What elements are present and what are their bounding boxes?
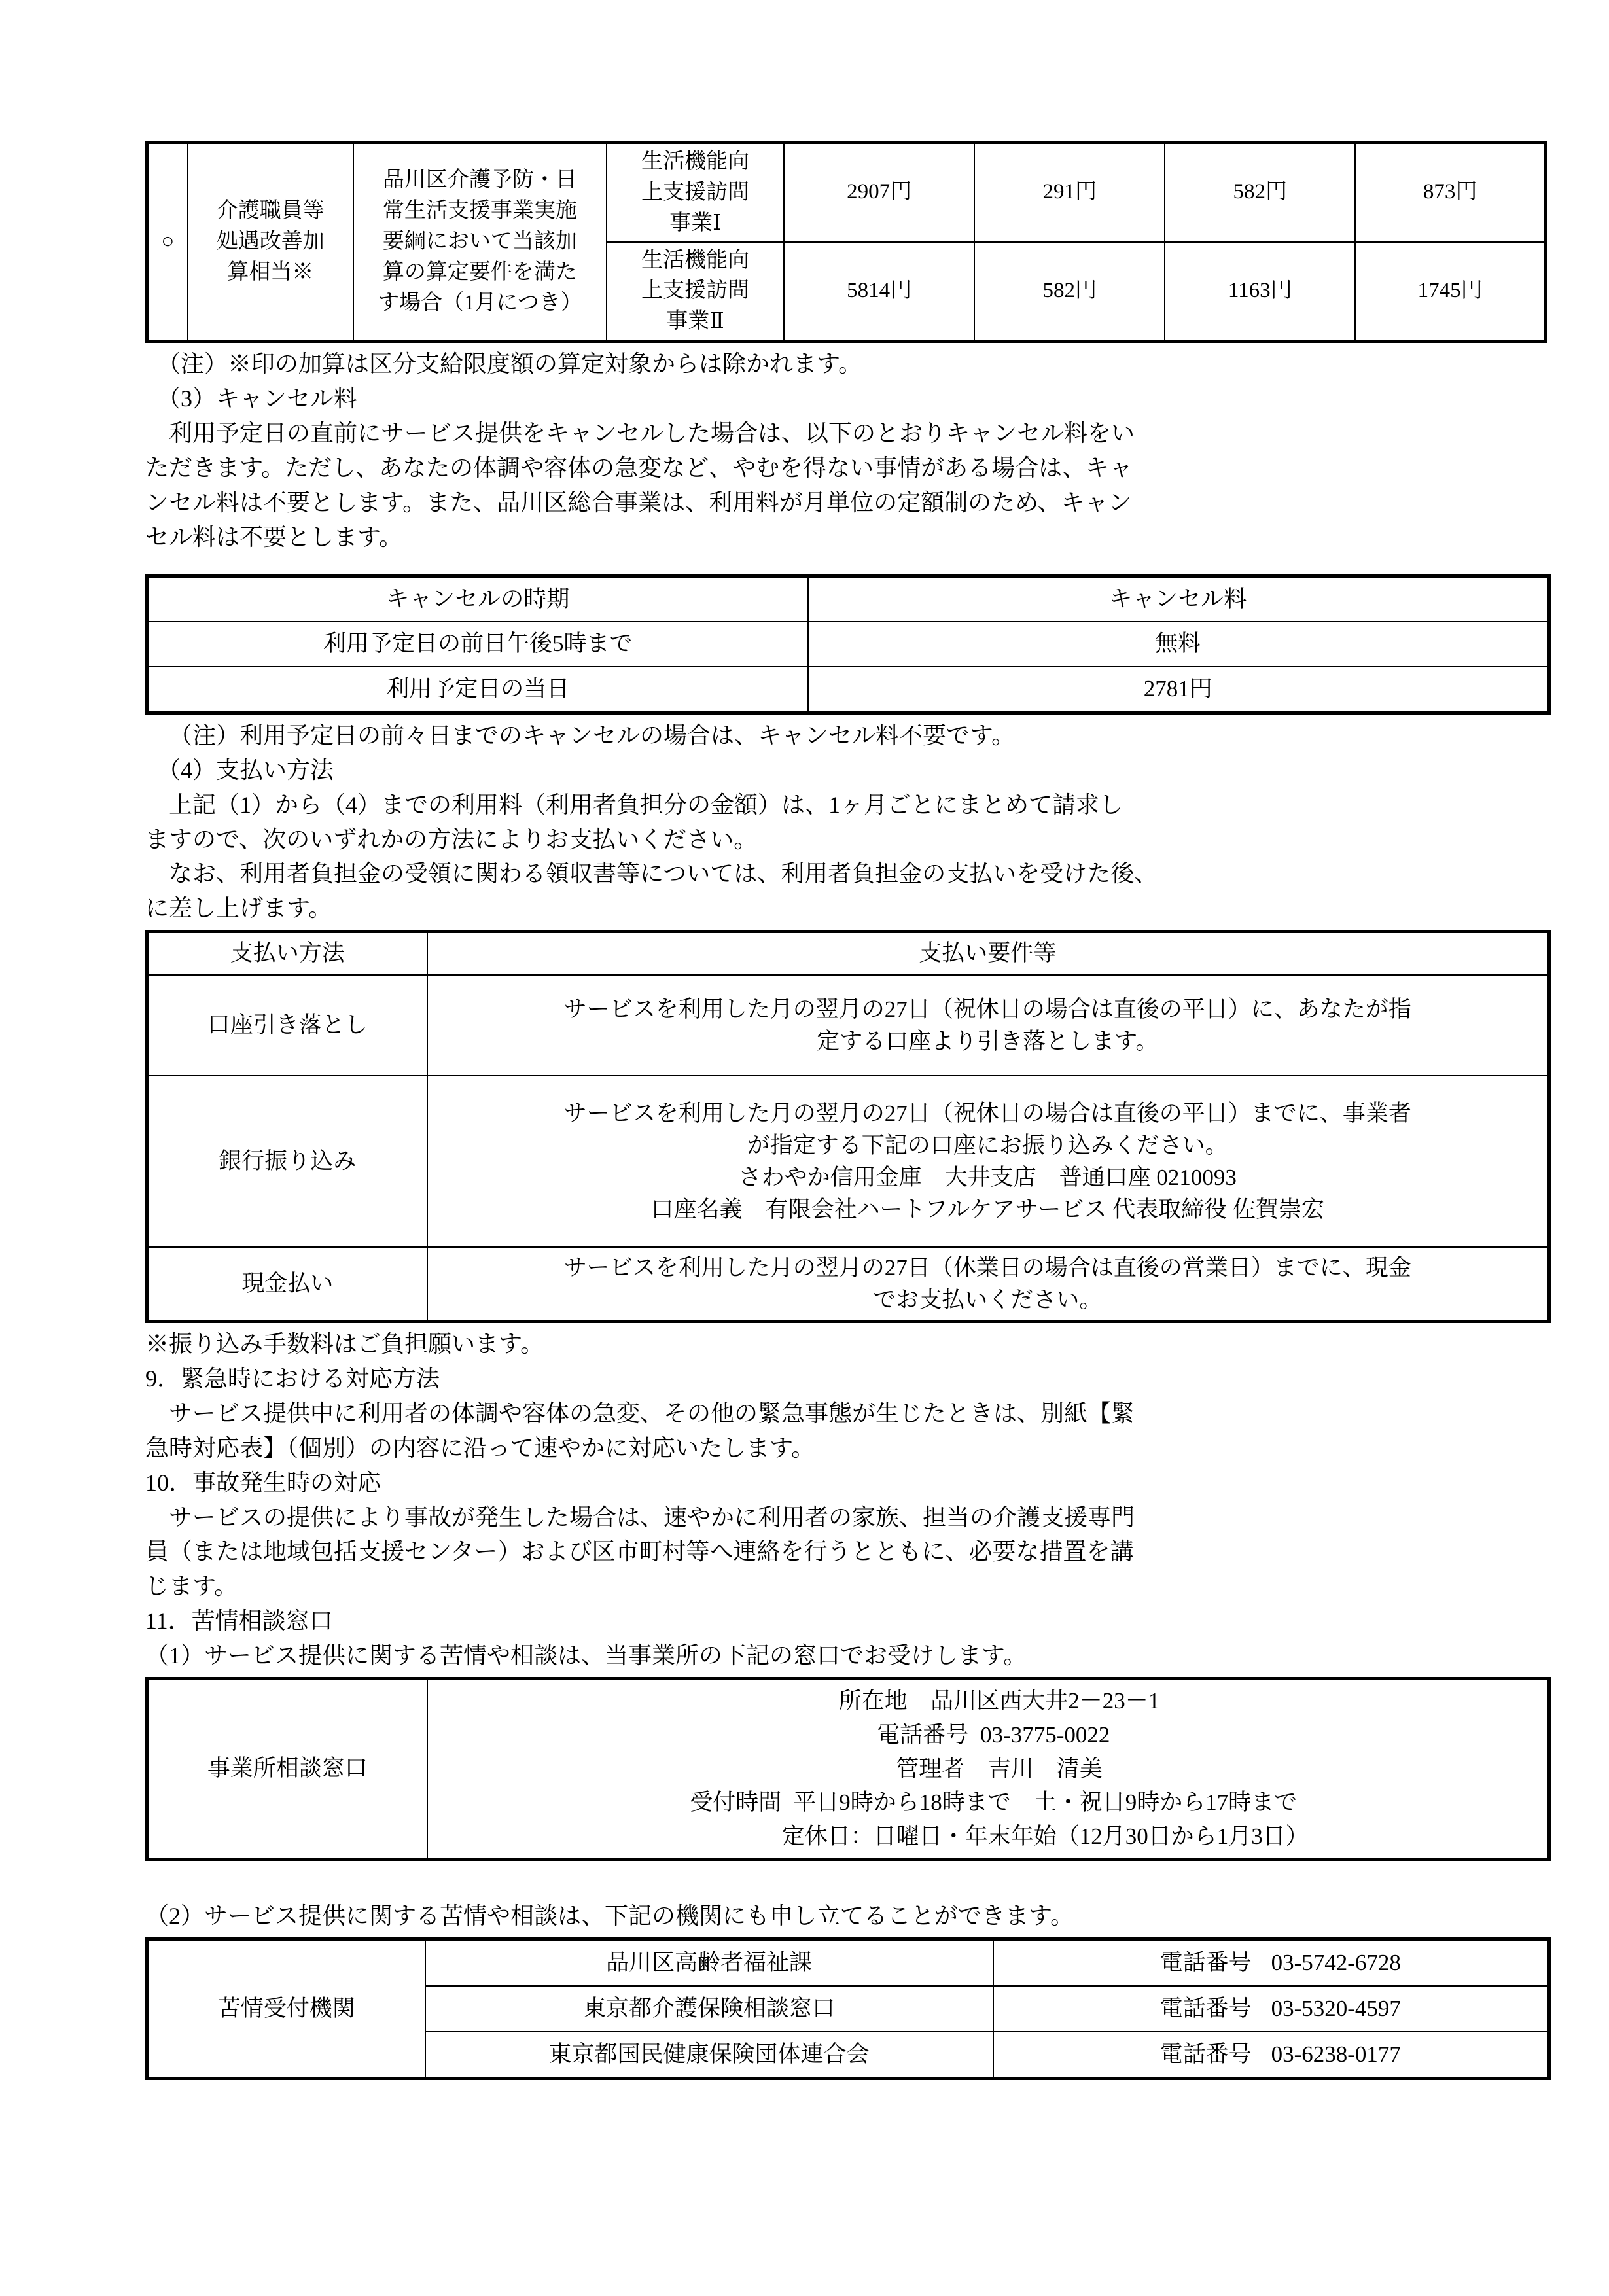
kasan-amount-cell: 291円 — [974, 143, 1165, 242]
kasan-business-cell: 生活機能向 上支援訪問 事業Ⅰ — [607, 143, 784, 242]
payment-method-cell: 銀行振り込み — [147, 1076, 427, 1247]
table-row — [147, 1679, 1549, 1860]
section4-para-line: に差し上げます。 — [145, 895, 332, 922]
kasan-name-cell: 介護職員等 処遇改善加 算相当※ — [188, 143, 353, 342]
table-row — [147, 975, 1549, 1076]
payment-requirement-cell — [427, 1076, 1549, 1247]
payment-requirement-line: 定する口座より引き落とします。 — [817, 1029, 1159, 1055]
kasan-amount-cell: 582円 — [974, 242, 1165, 342]
cancel-timing-cell: 利用予定日の前日午後5時まで — [147, 622, 808, 667]
section3-para-line: セル料は不要とします。 — [145, 523, 403, 550]
kasan-amount-cell: 1745円 — [1355, 242, 1546, 342]
office-field-label: 所在地 — [838, 1688, 908, 1714]
tel-label: 電話番号 — [1159, 1949, 1252, 1975]
complaint-org-tel — [993, 1986, 1549, 2032]
section4-heading: （4）支払い方法 — [157, 756, 334, 783]
office-field-value: 品川区西大井2－23－1 — [930, 1688, 1160, 1714]
section10-para-line: 員（または地域包括支援センター）および区市町村等へ連絡を行うとともに、必要な措置を講 — [145, 1538, 1134, 1565]
complaint-org-tel — [993, 2032, 1549, 2079]
section11-heading: 11．苦情相談窓口 — [145, 1608, 333, 1634]
document-content — [145, 141, 1549, 2080]
section4-para-line: なお、利用者負担金の受領に関わる領収書等については、利用者負担金の支払いを受けた後、 — [169, 860, 1158, 887]
section9-heading: 9．緊急時における対応方法 — [145, 1365, 440, 1392]
office-field-row — [433, 1718, 1543, 1752]
office-holiday-line: 定休日：日曜日・年末年始（12月30日から1月3日） — [781, 1824, 1309, 1850]
payment-requirement-line: サービスを利用した月の翌月の27日（祝休日の場合は直後の平日）までに、事業者 — [563, 1101, 1411, 1127]
kasan-amount-cell: 873円 — [1355, 143, 1546, 242]
payment-requirement-line: サービスを利用した月の翌月の27日（祝休日の場合は直後の平日）に、あなたが指 — [563, 997, 1411, 1023]
kasan-fee-table — [145, 141, 1547, 343]
table-row — [147, 1247, 1549, 1322]
office-field-row — [433, 1786, 1543, 1820]
section3-heading: （3）キャンセル料 — [157, 385, 358, 412]
office-field-value: 03-3775-0022 — [980, 1722, 1110, 1748]
tel-value: 03-5320-4597 — [1271, 1995, 1401, 2021]
kasan-amount-cell: 5814円 — [784, 242, 974, 342]
section4-para-line: 上記（1）から（4）までの利用料（利用者負担分の金額）は、1ヶ月ごとにまとめて請求し — [169, 791, 1123, 818]
payment-method-cell: 口座引き落とし — [147, 975, 427, 1076]
cancel-timing-cell: 利用予定日の当日 — [147, 667, 808, 713]
office-contact-details — [427, 1679, 1549, 1860]
complaint-org-tel — [993, 1939, 1549, 1986]
cancel-header-cell: キャンセルの時期 — [147, 576, 808, 622]
office-contact-label: 事業所相談窓口 — [147, 1679, 427, 1860]
tel-label: 電話番号 — [1159, 2041, 1252, 2067]
table-row — [147, 143, 1546, 242]
table-row — [147, 667, 1549, 713]
table-header-row — [147, 932, 1549, 975]
office-field-row — [433, 1684, 1543, 1718]
office-contact-table — [145, 1677, 1551, 1861]
tel-value: 03-6238-0177 — [1271, 2041, 1401, 2067]
section3-para-line: ンセル料は不要とします。また、品川区総合事業は、利用料が月単位の定額制のため、キャン — [145, 489, 1132, 516]
kasan-business-cell: 生活機能向 上支援訪問 事業Ⅱ — [607, 242, 784, 342]
kasan-mark-cell: ○ — [147, 143, 188, 342]
payment-requirement-cell — [427, 975, 1549, 1076]
section11-sub1: （1）サービス提供に関する苦情や相談は、当事業所の下記の窓口でお受けします。 — [145, 1642, 1027, 1669]
office-field-value: 平日9時から18時まで 土・祝日9時から17時まで — [793, 1790, 1298, 1816]
cancel-fee-table — [145, 574, 1551, 715]
bank-account-holder-line: 口座名義 有限会社ハートフルケアサービス 代表取締役 佐賀崇宏 — [650, 1197, 1324, 1223]
complaint-org-label: 苦情受付機関 — [147, 1939, 425, 2078]
complaint-org-name: 東京都介護保険相談窓口 — [425, 1986, 993, 2032]
tel-label: 電話番号 — [1159, 1995, 1252, 2021]
tel-value: 03-5742-6728 — [1271, 1949, 1401, 1975]
cancel-amount-cell: 無料 — [808, 622, 1549, 667]
table-row — [147, 622, 1549, 667]
table-header-row — [147, 576, 1549, 622]
kasan-amount-cell: 1163円 — [1165, 242, 1355, 342]
office-field-label: 電話番号 — [877, 1722, 969, 1748]
payment-requirement-line: サービスを利用した月の翌月の27日（休業日の場合は直後の営業日）までに、現金 — [563, 1255, 1411, 1281]
transfer-fee-note: ※振り込み手数料はご負担願います。 — [145, 1331, 544, 1358]
table-row — [147, 1076, 1549, 1247]
complaint-organizations-table — [145, 1937, 1551, 2080]
payment-header-cell: 支払い要件等 — [427, 932, 1549, 975]
kasan-amount-cell: 582円 — [1165, 143, 1355, 242]
office-field-label: 管理者 — [896, 1756, 965, 1782]
section10-heading: 10．事故発生時の対応 — [145, 1469, 381, 1496]
payment-method-table — [145, 930, 1551, 1323]
office-field-row — [433, 1752, 1543, 1786]
payment-method-cell: 現金払い — [147, 1247, 427, 1322]
table-row — [147, 1939, 1549, 1986]
section9-para-line: 急時対応表】（個別）の内容に沿って速やかに対応いたします。 — [145, 1434, 815, 1461]
complaint-org-name: 品川区高齢者福祉課 — [425, 1939, 993, 1986]
kasan-description-cell: 品川区介護予防・日 常生活支援事業実施 要綱において当該加 算の算定要件を満た す場合（1月につき） — [353, 143, 607, 342]
section3-para-line: ただきます。ただし、あなたの体調や容体の急変など、やむを得ない事情がある場合は、キャ — [145, 454, 1133, 481]
office-field-value: 吉川 清美 — [987, 1756, 1103, 1782]
payment-requirement-cell — [427, 1247, 1549, 1322]
section4-para-line: ますので、次のいずれかの方法によりお支払いください。 — [145, 826, 758, 853]
office-field-label: 受付時間 — [690, 1790, 782, 1816]
section3-para-line: 利用予定日の直前にサービス提供をキャンセルした場合は、以下のとおりキャンセル料をい — [169, 419, 1135, 446]
payment-header-cell: 支払い方法 — [147, 932, 427, 975]
kasan-note: （注）※印の加算は区分支給限度額の算定対象からは除かれます。 — [157, 351, 862, 378]
cancel-header-cell: キャンセル料 — [808, 576, 1549, 622]
payment-requirement-line: でお支払いください。 — [873, 1287, 1103, 1313]
complaint-org-name: 東京都国民健康保険団体連合会 — [425, 2032, 993, 2079]
bank-account-line: さわやか信用金庫 大井支店 普通口座 0210093 — [738, 1165, 1237, 1191]
kasan-amount-cell: 2907円 — [784, 143, 974, 242]
section10-para-line: じます。 — [145, 1573, 238, 1600]
section10-para-line: サービスの提供により事故が発生した場合は、速やかに利用者の家族、担当の介護支援専門 — [169, 1504, 1135, 1530]
cancel-note: （注）利用予定日の前々日までのキャンセルの場合は、キャンセル料不要です。 — [169, 722, 1016, 749]
cancel-amount-cell: 2781円 — [808, 667, 1549, 713]
section9-para-line: サービス提供中に利用者の体調や容体の急変、その他の緊急事態が生じたときは、別紙【緊 — [169, 1400, 1135, 1426]
section11-sub2: （2）サービス提供に関する苦情や相談は、下記の機関にも申し立てることができます。 — [145, 1903, 1074, 1930]
payment-requirement-line: が指定する下記の口座にお振り込みください。 — [747, 1133, 1228, 1159]
